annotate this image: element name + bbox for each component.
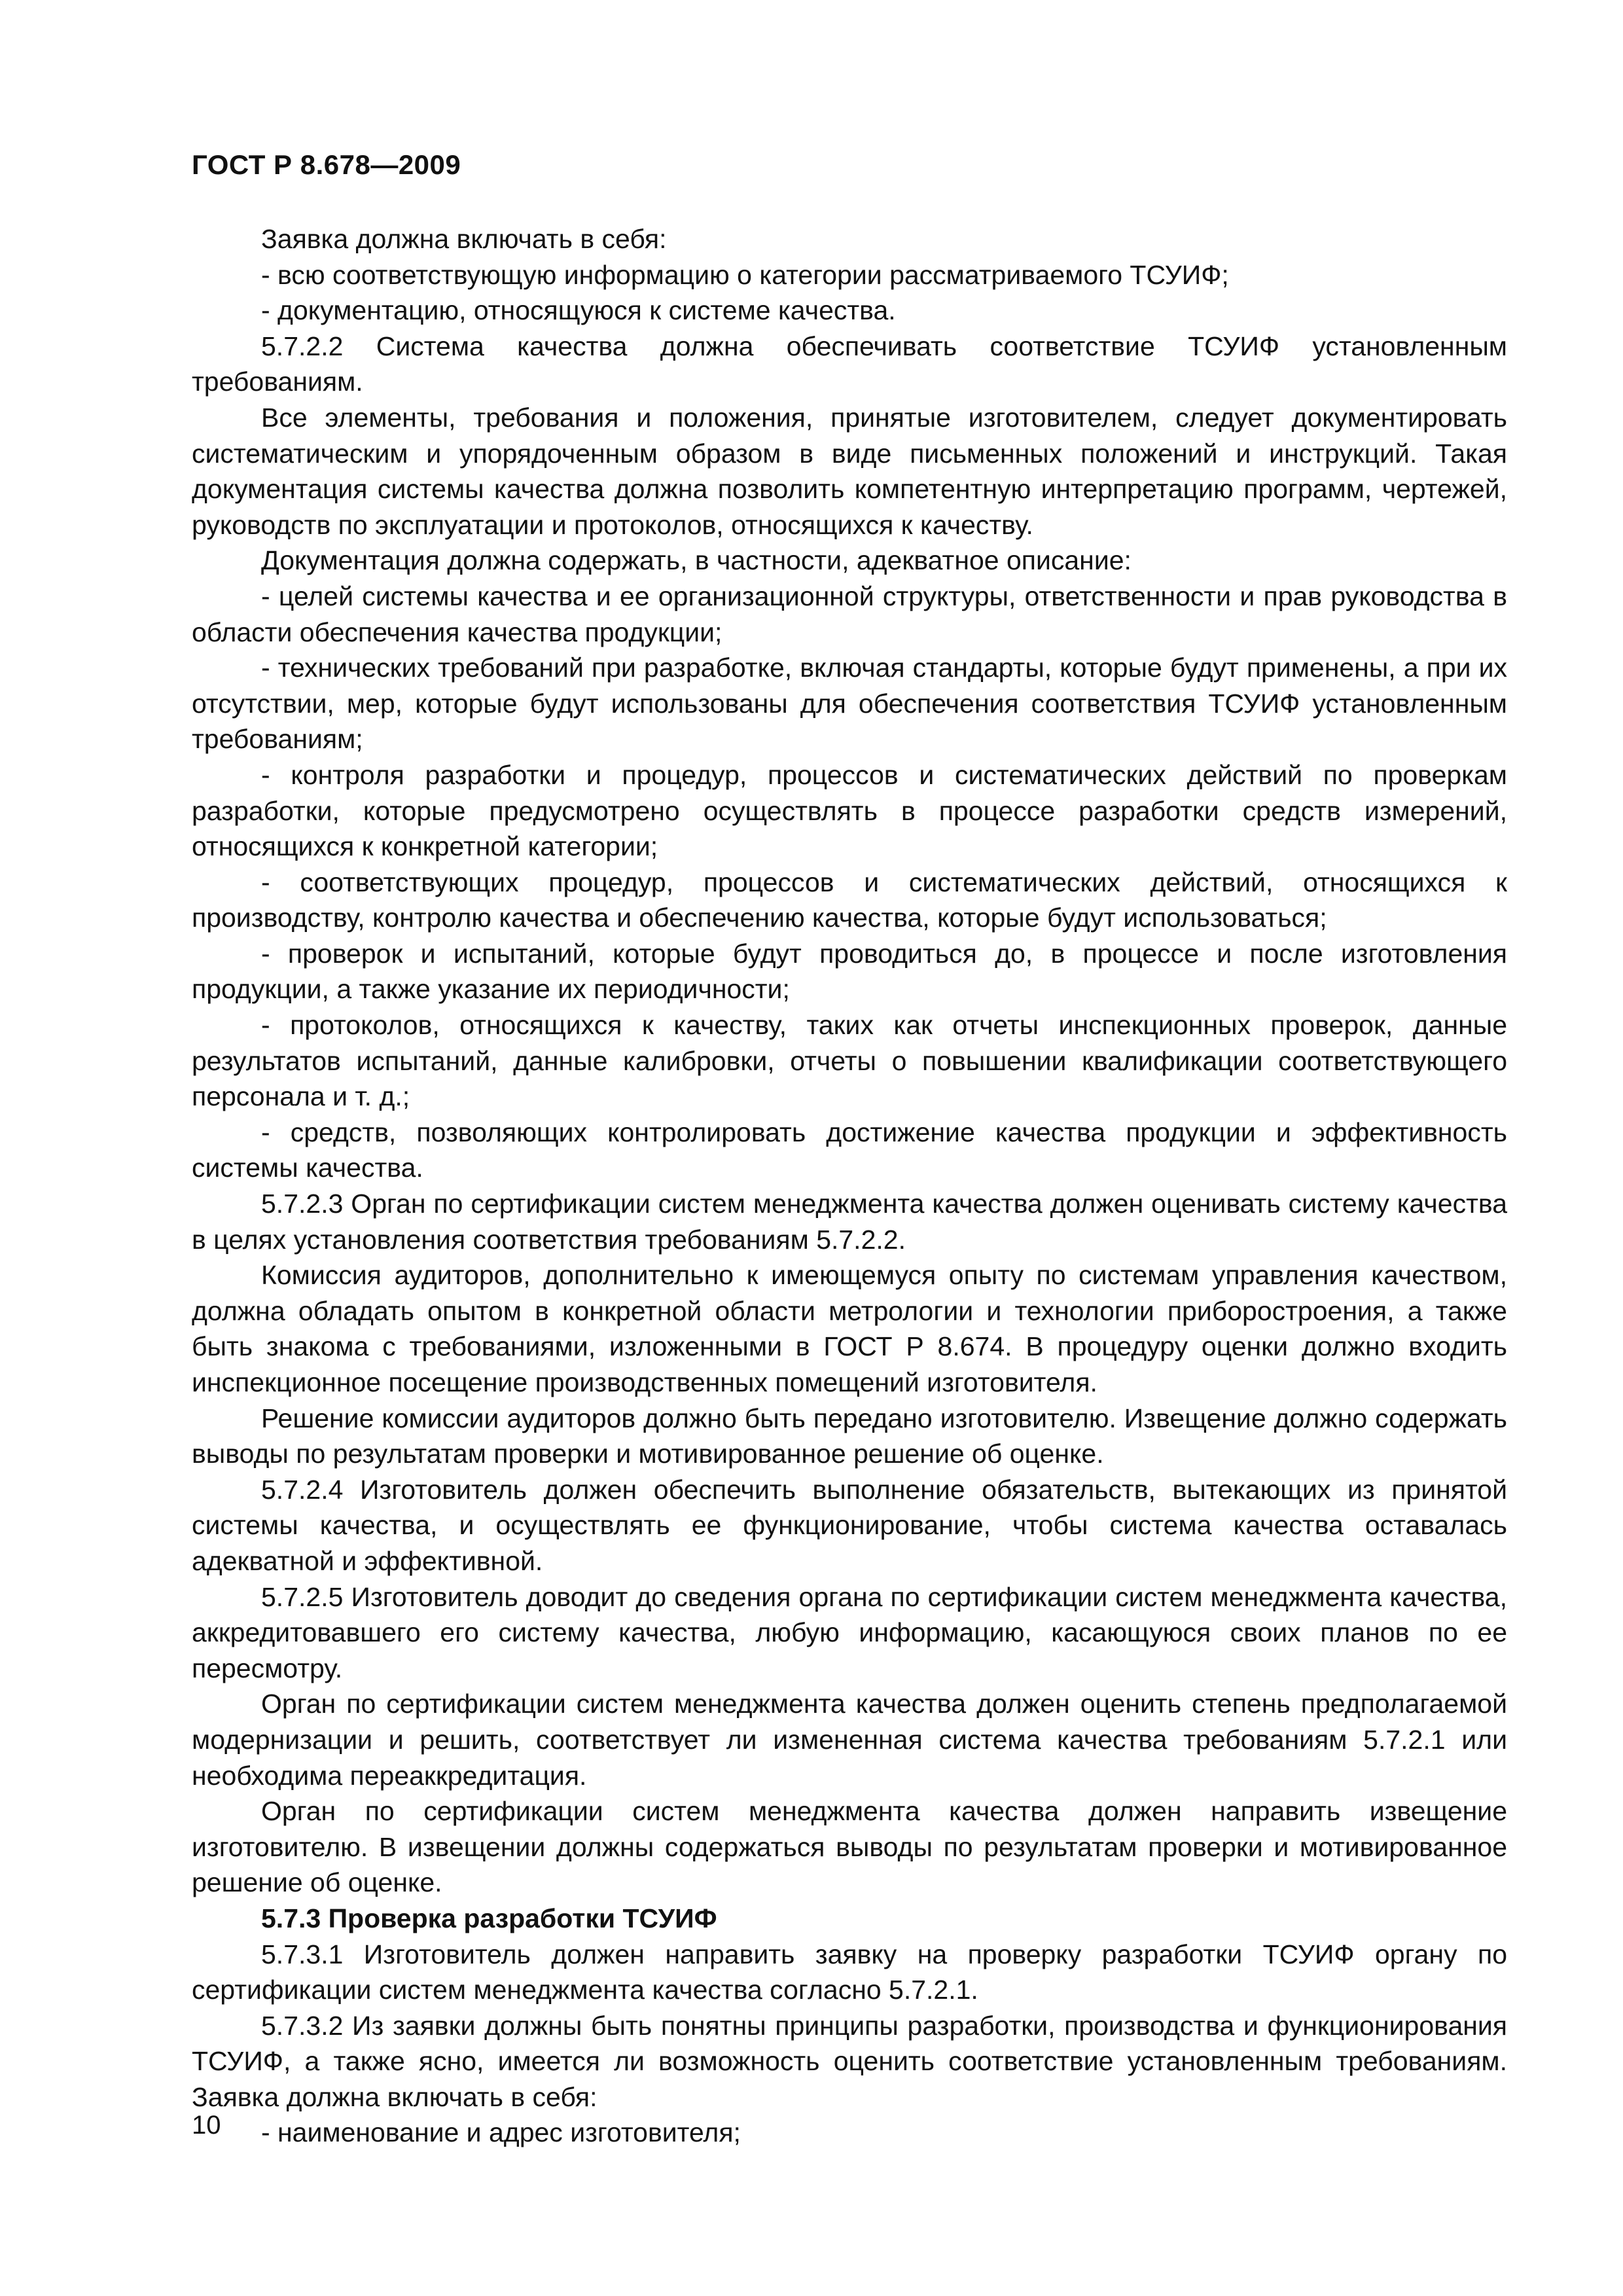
paragraph: - протоколов, относящихся к качеству, таких как отчеты инспекционных проверок, данные результатов испытаний, данные калибровки, отчеты о повышении квалификации соответствующего персонала и т. д.;: [192, 1010, 1507, 1112]
paragraph: Все элементы, требования и положения, принятые изготовителем, следует документировать систематическим и упорядоченным образом в виде письменных положений и инструкций. Такая документация системы качества должна позволить компетентную интерпретацию программ, чертежей, руководств по эксплуатации и протоколов, относящихся к качеству.: [192, 402, 1507, 540]
paragraph: 5.7.2.2 Система качества должна обеспечивать соответствие ТСУИФ установленным требованиям.: [192, 331, 1507, 397]
paragraph: - контроля разработки и процедур, процессов и систематических действий по проверкам разработки, которые предусмотрено осуществлять в процессе разработки средств измерений, относящихся к конкретной категории;: [192, 759, 1507, 862]
paragraph: 5.7.3.1 Изготовитель должен направить заявку на проверку разработки ТСУИФ органу по сертификации систем менеджмента качества согласно 5.7.2.1.: [192, 1939, 1507, 2005]
paragraph: Орган по сертификации систем менеджмента качества должен оценить степень предполагаемой модернизации и решить, соответствует ли измененная система качества требованиям 5.7.2.1 или необходима переаккредитация.: [192, 1689, 1507, 1791]
paragraph: 5.7.2.5 Изготовитель доводит до сведения органа по сертификации систем менеджмента качества, аккредитовавшего его систему качества, любую информацию, касающуюся своих планов по ее пересмотру.: [192, 1581, 1507, 1683]
paragraph: - средств, позволяющих контролировать достижение качества продукции и эффективность системы качества.: [192, 1117, 1507, 1183]
paragraph: - соответствующих процедур, процессов и систематических действий, относящихся к производству, контролю качества и обеспечению качества, которые будут использоваться;: [192, 867, 1507, 933]
page-number: 10: [192, 2111, 221, 2140]
document-header: ГОСТ Р 8.678—2009: [192, 149, 461, 180]
document-body: [192, 221, 1507, 2151]
paragraph: - наименование и адрес изготовителя;: [261, 2117, 741, 2148]
paragraph: Решение комиссии аудиторов должно быть передано изготовителю. Извещение должно содержать выводы по результатам проверки и мотивированное решение об оценке.: [192, 1403, 1507, 1469]
paragraph: - проверок и испытаний, которые будут проводиться до, в процессе и после изготовления продукции, а также указание их периодичности;: [192, 938, 1507, 1005]
paragraph: - документацию, относящуюся к системе качества.: [261, 295, 896, 326]
paragraph: Заявка должна включать в себя:: [261, 224, 667, 254]
paragraph: Орган по сертификации систем менеджмента качества должен направить извещение изготовителю. В извещении должны содержаться выводы по результатам проверки и мотивированное решение об оценке.: [192, 1796, 1507, 1898]
paragraph: Комиссия аудиторов, дополнительно к имеющемуся опыту по системам управления качеством, должна обладать опытом в конкретной области метрологии и технологии приборостроения, а также быть знакома с требованиями, изложенными в ГОСТ Р 8.674. В процедуру оценки должно входить инспекционное посещение производственных помещений изготовителя.: [192, 1260, 1507, 1397]
paragraph: - всю соответствующую информацию о категории рассматриваемого ТСУИФ;: [261, 259, 1229, 290]
paragraph: 5.7.2.4 Изготовитель должен обеспечить выполнение обязательств, вытекающих из принятой системы качества, и осуществлять ее функционирование, чтобы система качества оставалась адекватной и эффективной.: [192, 1474, 1507, 1576]
paragraph: 5.7.2.3 Орган по сертификации систем менеджмента качества должен оценивать систему качества в целях установления соответствия требованиям 5.7.2.2.: [192, 1189, 1507, 1255]
paragraph: - технических требований при разработке, включая стандарты, которые будут применены, а при их отсутствии, мер, которые будут использованы для обеспечения соответствия ТСУИФ установленным требованиям;: [192, 653, 1507, 755]
paragraph: - целей системы качества и ее организационной структуры, ответственности и прав руководства в области обеспечения качества продукции;: [192, 581, 1507, 647]
paragraph: 5.7.3.2 Из заявки должны быть понятны принципы разработки, производства и функционирования ТСУИФ, а также ясно, имеется ли возможность оценить соответствие установленным требованиям. Заявка должна включать в себя:: [192, 2010, 1507, 2112]
section-heading: 5.7.3 Проверка разработки ТСУИФ: [261, 1903, 717, 1933]
paragraph: Документация должна содержать, в частности, адекватное описание:: [261, 545, 1132, 576]
